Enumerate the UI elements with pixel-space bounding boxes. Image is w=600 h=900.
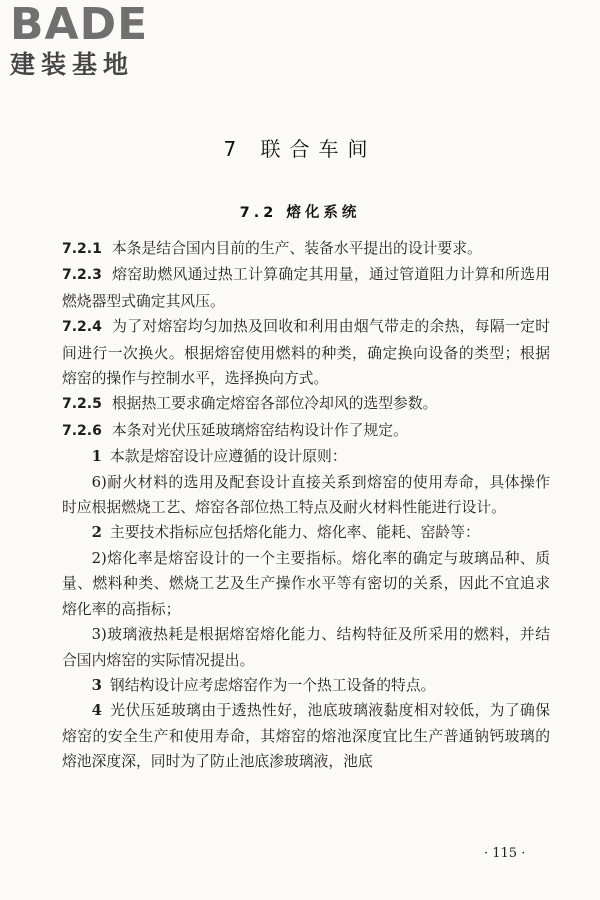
item-paragraph xyxy=(62,470,550,521)
item-paragraph xyxy=(62,698,550,774)
item-paragraph xyxy=(62,546,550,622)
chapter-title: 7 联合车间 xyxy=(223,137,377,161)
item-paragraph xyxy=(62,622,550,673)
section-title: 7.2 熔化系统 xyxy=(239,205,361,221)
clause-number: 7.2.1 xyxy=(62,241,102,257)
clause-text: 根据热工要求确定熔窑各部位冷却风的选型参数。 xyxy=(111,395,438,413)
item-text: 主要技术指标应包括熔化能力、熔化率、能耗、窑龄等： xyxy=(109,524,480,542)
item-number: 3 xyxy=(91,676,102,694)
page-number: · 115 · xyxy=(484,846,526,861)
item-paragraph xyxy=(62,520,550,545)
publisher-logo xyxy=(10,2,180,79)
item-text: 玻璃液热耗是根据熔窑熔化能力、结构特征及所采用的燃料，并结合国内熔窑的实际情况提出。 xyxy=(62,626,550,669)
clause-paragraph xyxy=(62,262,550,314)
item-text: 光伏压延玻璃由于透热性好，池底玻璃液黏度相对较低，为了确保熔窑的安全生产和使用寿命，其熔窑的熔池深度宜比生产普通钠钙玻璃的熔池深度深，同时为了防止池底渗玻璃液，池底 xyxy=(62,702,550,771)
clause-number: 7.2.5 xyxy=(62,396,102,413)
item-text: 熔化率是熔窑设计的一个主要指标。熔化率的确定与玻璃品种、质量、燃料种类、燃烧工艺及生产操作水平等有密切的关系，因此不宜追求熔化率的高指标； xyxy=(62,549,550,618)
clause-paragraph xyxy=(62,236,550,262)
clause-text: 熔窑助燃风通过热工计算确定其用量，通过管道阻力计算和所选用燃烧器型式确定其风压。 xyxy=(62,266,550,310)
item-number: 2 xyxy=(91,524,102,542)
item-text: 钢结构设计应考虑熔窑作为一个热工设备的特点。 xyxy=(109,676,436,694)
clause-text: 本条对光伏压延玻璃熔窑结构设计作了规定。 xyxy=(111,421,408,439)
clause-text: 本条是结合国内目前的生产、装备水平提出的设计要求。 xyxy=(111,240,482,257)
clause-number: 7.2.4 xyxy=(62,319,102,336)
clause-paragraph xyxy=(62,391,550,417)
page-body xyxy=(62,236,550,775)
clause-number: 7.2.6 xyxy=(62,422,102,439)
clause-text: 为了对熔窑均匀加热及回收和利用由烟气带走的余热，每隔一定时间进行一次换火。根据熔窑使用燃料的种类，确定换向设备的类型；根据熔窑的操作与控制水平，选择换向方式。 xyxy=(62,318,550,388)
item-text: 本款是熔窑设计应遵循的设计原则： xyxy=(109,448,347,466)
item-paragraph xyxy=(62,444,550,469)
clause-paragraph xyxy=(62,314,550,391)
item-text: 耐火材料的选用及配套设计直接关系到熔窑的使用寿命，具体操作时应根据燃烧工艺、熔窑各部位热工特点及耐火材料性能进行设计。 xyxy=(62,473,550,517)
clause-paragraph xyxy=(62,418,550,444)
clause-number: 7.2.3 xyxy=(62,267,102,284)
logo-wordmark: BADE xyxy=(10,0,149,50)
item-number: 1 xyxy=(91,448,102,466)
item-paragraph xyxy=(62,673,550,698)
item-number: 2) xyxy=(91,549,107,567)
logo-subtitle: 建装基地 xyxy=(10,50,135,79)
item-number: 6) xyxy=(91,473,107,491)
item-number: 3) xyxy=(91,626,107,644)
item-number: 4 xyxy=(91,702,102,720)
